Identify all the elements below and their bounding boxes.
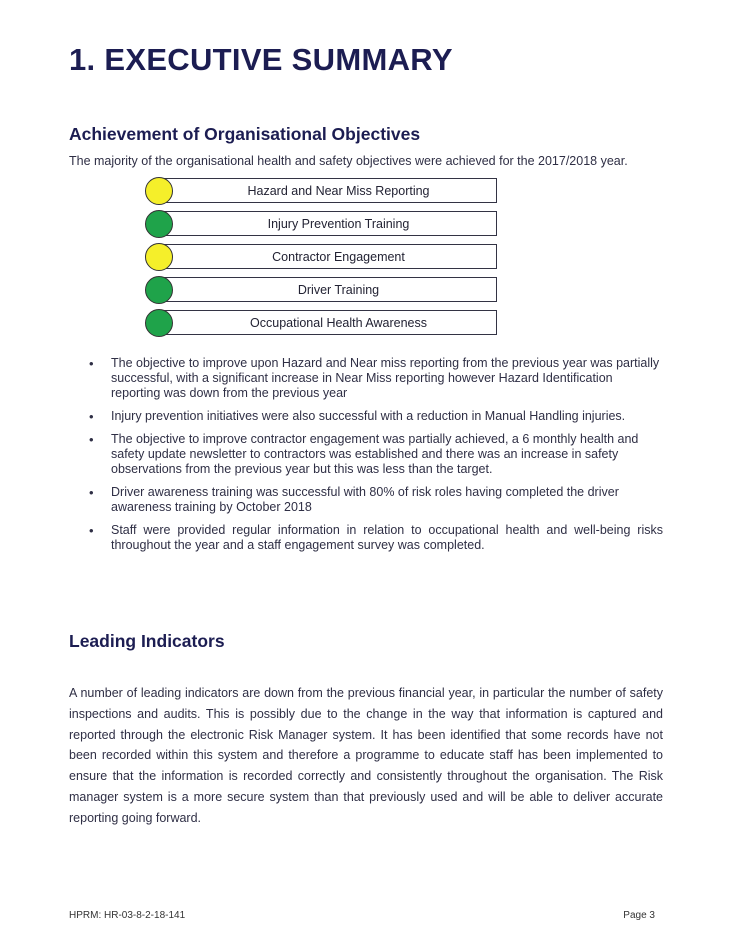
objectives-bullet-list xyxy=(69,356,663,561)
status-indicator-icon xyxy=(145,177,173,205)
document-reference: HPRM: HR-03-8-2-18-141 xyxy=(69,910,186,921)
objective-row xyxy=(145,210,497,238)
objective-row xyxy=(145,177,497,205)
status-indicator-icon xyxy=(145,309,173,337)
objectives-heading: Achievement of Organisational Objectives xyxy=(69,124,421,144)
objective-row xyxy=(145,276,497,304)
objective-row xyxy=(145,243,497,271)
list-item: • Injury prevention initiatives were also successful with a reduction in Manual Handling injuries. xyxy=(69,409,663,424)
leading-indicators-heading: Leading Indicators xyxy=(69,631,225,651)
list-item: • Driver awareness training was successful with 80% of risk roles having completed the driver awareness training by October 2018 xyxy=(69,485,663,515)
objective-label: Occupational Health Awareness xyxy=(160,310,497,335)
objective-label: Hazard and Near Miss Reporting xyxy=(160,178,497,203)
leading-indicators-paragraph: A number of leading indicators are down from the previous financial year, in particular the number of safety inspections and audits. This is possibly due to the change in the way that information is captured and reported through the electronic Risk Manager system. It has been identified that some records have not been recorded within this system and therefore a programme to educate staff has been implemented to ensure that the information is recorded correctly and consistently throughout the organisation. The Risk manager system is a more secure system than that previously used and will be able to deliver accurate reporting going forward. xyxy=(69,686,663,825)
objective-row xyxy=(145,309,497,337)
list-item: • The objective to improve contractor engagement was partially achieved, a 6 monthly health and safety update newsletter to contractors was established and there was an increase in safety observations from the previous year but this was less than the target. xyxy=(69,432,663,477)
objective-label: Driver Training xyxy=(160,277,497,302)
list-item: • The objective to improve upon Hazard and Near miss reporting from the previous year was partially successful, with a significant increase in Near Miss reporting however Hazard Identification reporting was down from the previous year xyxy=(69,356,663,401)
objective-label: Injury Prevention Training xyxy=(160,211,497,236)
page-title: 1. EXECUTIVE SUMMARY xyxy=(69,42,453,77)
status-indicator-icon xyxy=(145,276,173,304)
page-number: Page 3 xyxy=(623,910,655,921)
status-indicator-icon xyxy=(145,210,173,238)
objective-label: Contractor Engagement xyxy=(160,244,497,269)
status-indicator-icon xyxy=(145,243,173,271)
objectives-status-list xyxy=(145,177,497,342)
list-item: • Staff were provided regular information in relation to occupational health and well-being risks throughout the year and a staff engagement survey was completed. xyxy=(69,523,663,553)
objectives-intro: The majority of the organisational health and safety objectives were achieved for the 2017/2018 year. xyxy=(69,154,628,168)
